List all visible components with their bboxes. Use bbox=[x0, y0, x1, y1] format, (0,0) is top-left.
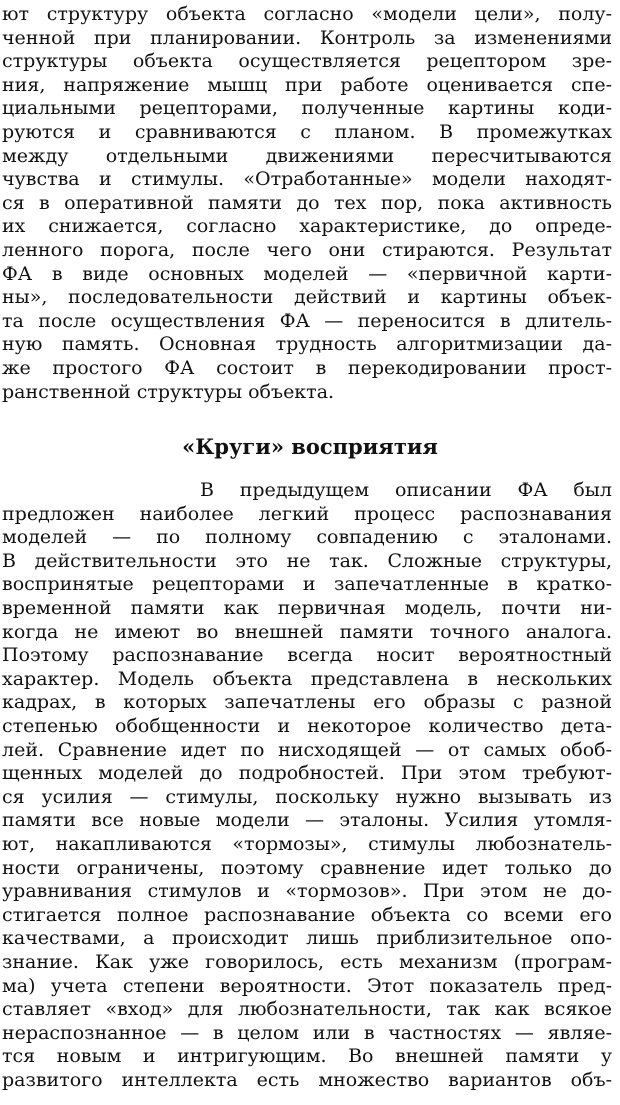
text-line: временной памяти как первичная модель, почти ни- bbox=[2, 597, 612, 619]
text-line: между отдельными движениями пересчитываются bbox=[2, 144, 612, 167]
text-line: качествами, а происходит лишь приблизительное опо- bbox=[2, 927, 612, 950]
text-line: ся усилия — стимулы, поскольку нужно вызывать из bbox=[2, 785, 612, 808]
text-line: ны», последовательности действий и картины объек- bbox=[2, 286, 612, 309]
text-line: кадрах, в которых запечатлены его образы с разной bbox=[2, 691, 612, 714]
text-line: ния, напряжение мышц при работе оценивается спе- bbox=[2, 73, 612, 96]
text-line: ма) учета степени вероятности. Этот показатель пред- bbox=[2, 974, 612, 997]
text-line: тся новым и интригующим. Во внешней памяти у bbox=[2, 1045, 612, 1068]
text-line: ченной при планировании. Контроль за изменениями bbox=[2, 26, 612, 49]
text-line: нераспознанное — в целом или в частностях — являе- bbox=[2, 1021, 612, 1044]
text-line: ют структуру объекта согласно «модели цели», полу- bbox=[2, 3, 612, 25]
text-line: щенных моделей до подробностей. При этом требуют- bbox=[2, 762, 612, 785]
text-line: стигается полное распознавание объекта со всеми его bbox=[2, 903, 612, 926]
text-line: степенью обобщенности и некоторое количество дета- bbox=[2, 715, 612, 737]
text-line: когда не имеют во внешней памяти точного аналога. bbox=[2, 620, 612, 643]
text-line: ФА в виде основных моделей — «первичной карти- bbox=[2, 262, 612, 285]
text-line: В действительности это не так. Сложные структуры, bbox=[2, 549, 612, 572]
section-heading: «Круги» восприятия bbox=[182, 434, 438, 459]
text-line: ную память. Основная трудность алгоритмизации да- bbox=[2, 333, 612, 356]
text-line: же простого ФА состоит в перекодировании прост- bbox=[2, 357, 612, 379]
text-line: циальными рецепторами, полученные картины коди- bbox=[2, 97, 612, 120]
text-line: ранственной структуры объекта. bbox=[2, 380, 335, 403]
text-line: развитого интеллекта есть множество вариантов объ- bbox=[2, 1069, 612, 1091]
text-line: ленного порога, после чего они стираются. Результат bbox=[2, 239, 612, 261]
text-line: руются и сравниваются с планом. В промежутках bbox=[2, 121, 612, 143]
text-line: лей. Сравнение идет по нисходящей — от самых обоб- bbox=[2, 738, 612, 761]
text-line: знание. Как уже говорилось, есть механизм (програм- bbox=[2, 951, 612, 973]
text-line: уравнивания стимулов и «тормозов». При этом не до- bbox=[2, 880, 612, 903]
text-line: Поэтому распознавание всегда носит вероятностный bbox=[2, 644, 612, 667]
text-line: В предыдущем описании ФА был bbox=[200, 479, 612, 501]
text-line: ности ограничены, поэтому сравнение идет только до bbox=[2, 856, 612, 879]
text-line: воспринятые рецепторами и запечатленные в кратко- bbox=[2, 573, 612, 596]
text-line: памяти все новые модели — эталоны. Усилия утомля- bbox=[2, 809, 612, 832]
text-line: ют, накапливаются «тормозы», стимулы любознатель- bbox=[2, 833, 612, 855]
text-line: характер. Модель объекта представлена в нескольких bbox=[2, 667, 612, 690]
text-line: та после осуществления ФА — переносится в длитель- bbox=[2, 309, 612, 332]
text-line: предложен наиболее легкий процесс распознавания bbox=[2, 502, 612, 525]
text-line: моделей — по полному совпадению с эталонами. bbox=[2, 526, 612, 549]
text-line: ставляет «вход» для любознательности, так как всякое bbox=[2, 998, 612, 1021]
text-line: чувства и стимулы. «Отработанные» модели находят- bbox=[2, 168, 612, 191]
text-line: их снижается, согласно характеристике, до опреде- bbox=[2, 215, 612, 238]
text-line: ся в оперативной памяти до тех пор, пока активность bbox=[2, 191, 612, 214]
text-line: структуры объекта осуществляется рецептором зре- bbox=[2, 50, 612, 73]
